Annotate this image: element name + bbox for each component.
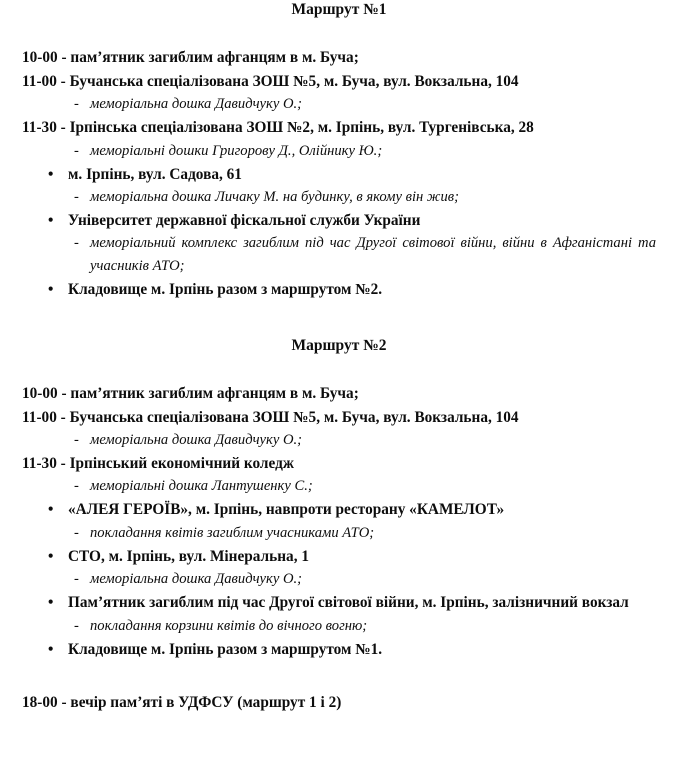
disc-bullet-icon: • — [48, 165, 54, 183]
disc-bullet-icon: • — [48, 212, 54, 229]
schedule-line-text: 11-00 - Бучанська спеціалізована ЗОШ №5, м. Буча, вул. Вокзальна, 104 — [22, 72, 519, 90]
sub-list-item — [22, 522, 656, 545]
sub-list-item-text: меморіальні дошки Григорову Д., Олійнику Ю.; — [90, 142, 383, 159]
sub-list-item — [22, 186, 656, 209]
schedule-line — [22, 46, 656, 69]
disc-bullet-icon: • — [48, 281, 54, 299]
sub-list-item-text: меморіальна дошка Давидчуку О.; — [90, 96, 303, 113]
document-body — [22, 0, 656, 714]
dash-bullet-icon: - — [74, 478, 79, 495]
sub-list-item-text: меморіальний комплекс загиблим під час Другої світової війни, війни в Афганістані та учасників АТО; — [90, 235, 656, 275]
dash-bullet-icon: - — [74, 189, 79, 205]
schedule-line-text: 10-00 - пам’ятник загиблим афганцям в м. Буча; — [22, 385, 359, 403]
bullet-list-item — [22, 498, 656, 521]
sub-list-item-text: меморіальна дошка Давидчуку О.; — [90, 432, 303, 448]
dash-bullet-icon: - — [74, 432, 79, 448]
evening-memorial-line: 18-00 - вечір пам’яті в УДФСУ (маршрут 1 і 2) — [22, 694, 342, 712]
bullet-list-item — [22, 209, 656, 232]
dash-bullet-icon: - — [74, 617, 79, 634]
dash-bullet-icon: - — [74, 524, 79, 541]
dash-bullet-icon: - — [74, 142, 79, 159]
sub-list-item-text: меморіальна дошка Личаку М. на будинку, в якому він жив; — [90, 189, 459, 205]
bullet-list-item — [22, 163, 656, 186]
dash-bullet-icon: - — [74, 96, 79, 113]
sub-list-item — [22, 568, 656, 591]
sub-list-item-text: покладання корзини квітів до вічного вогню; — [90, 617, 368, 634]
schedule-line-text: 11-00 - Бучанська спеціалізована ЗОШ №5, м. Буча, вул. Вокзальна, 104 — [22, 408, 519, 426]
disc-bullet-icon: • — [48, 501, 54, 519]
bullet-list-item — [22, 278, 656, 301]
disc-bullet-icon: • — [48, 547, 54, 565]
route-1-entry-list — [22, 46, 656, 301]
bullet-list-item-text: СТО, м. Ірпінь, вул. Мінеральна, 1 — [68, 547, 309, 565]
bullet-list-item — [22, 545, 656, 568]
route-1-title: Маршрут №1 — [291, 1, 387, 18]
bullet-list-item-text: м. Ірпінь, вул. Садова, 61 — [68, 165, 242, 183]
dash-bullet-icon: - — [74, 235, 79, 252]
bullet-list-item-text: Університет державної фіскальної служби України — [68, 212, 421, 229]
schedule-line — [22, 382, 656, 405]
route-2-title: Маршрут №2 — [291, 336, 387, 354]
bullet-list-item-text: Кладовище м. Ірпінь разом з маршрутом №2. — [68, 281, 383, 299]
sub-list-item — [22, 615, 656, 638]
schedule-line — [22, 116, 656, 139]
bullet-list-item-text: «АЛЕЯ ГЕРОЇВ», м. Ірпінь, навпроти ресторану «КАМЕЛОТ» — [68, 501, 505, 519]
route-section-2 — [22, 336, 656, 661]
spacer — [22, 19, 656, 46]
schedule-line-text: 11-30 - Ірпінська спеціалізована ЗОШ №2, м. Ірпінь, вул. Тургенівська, 28 — [22, 119, 534, 137]
dash-bullet-icon: - — [74, 571, 79, 588]
sub-list-item-text: меморіальна дошка Давидчуку О.; — [90, 571, 303, 588]
bullet-list-item — [22, 591, 656, 614]
disc-bullet-icon: • — [48, 594, 54, 612]
bullet-list-item-text: Пам’ятник загиблим під час Другої світової війни, м. Ірпінь, залізничний вокзал — [68, 594, 629, 612]
bullet-list-item — [22, 638, 656, 661]
disc-bullet-icon: • — [48, 640, 54, 658]
schedule-line-text: 11-30 - Ірпінський економічний коледж — [22, 455, 294, 472]
route-section-1 — [22, 0, 656, 302]
sub-list-item — [22, 232, 656, 278]
sub-list-item — [22, 429, 656, 452]
schedule-line — [22, 452, 656, 475]
bullet-list-item-text: Кладовище м. Ірпінь разом з маршрутом №1. — [68, 640, 383, 658]
route-2-entry-list — [22, 382, 656, 661]
spacer — [22, 302, 656, 336]
sub-list-item — [22, 140, 656, 163]
spacer — [22, 355, 656, 382]
schedule-line — [22, 70, 656, 93]
sub-list-item-text: меморіальні дошка Лантушенку С.; — [90, 478, 313, 495]
sub-list-item-text: покладання квітів загиблим учасниками АТО; — [90, 524, 375, 541]
sub-list-item — [22, 475, 656, 498]
schedule-line — [22, 406, 656, 429]
sub-list-item — [22, 93, 656, 116]
schedule-line-text: 10-00 - пам’ятник загиблим афганцям в м. Буча; — [22, 49, 359, 67]
spacer — [22, 661, 656, 691]
